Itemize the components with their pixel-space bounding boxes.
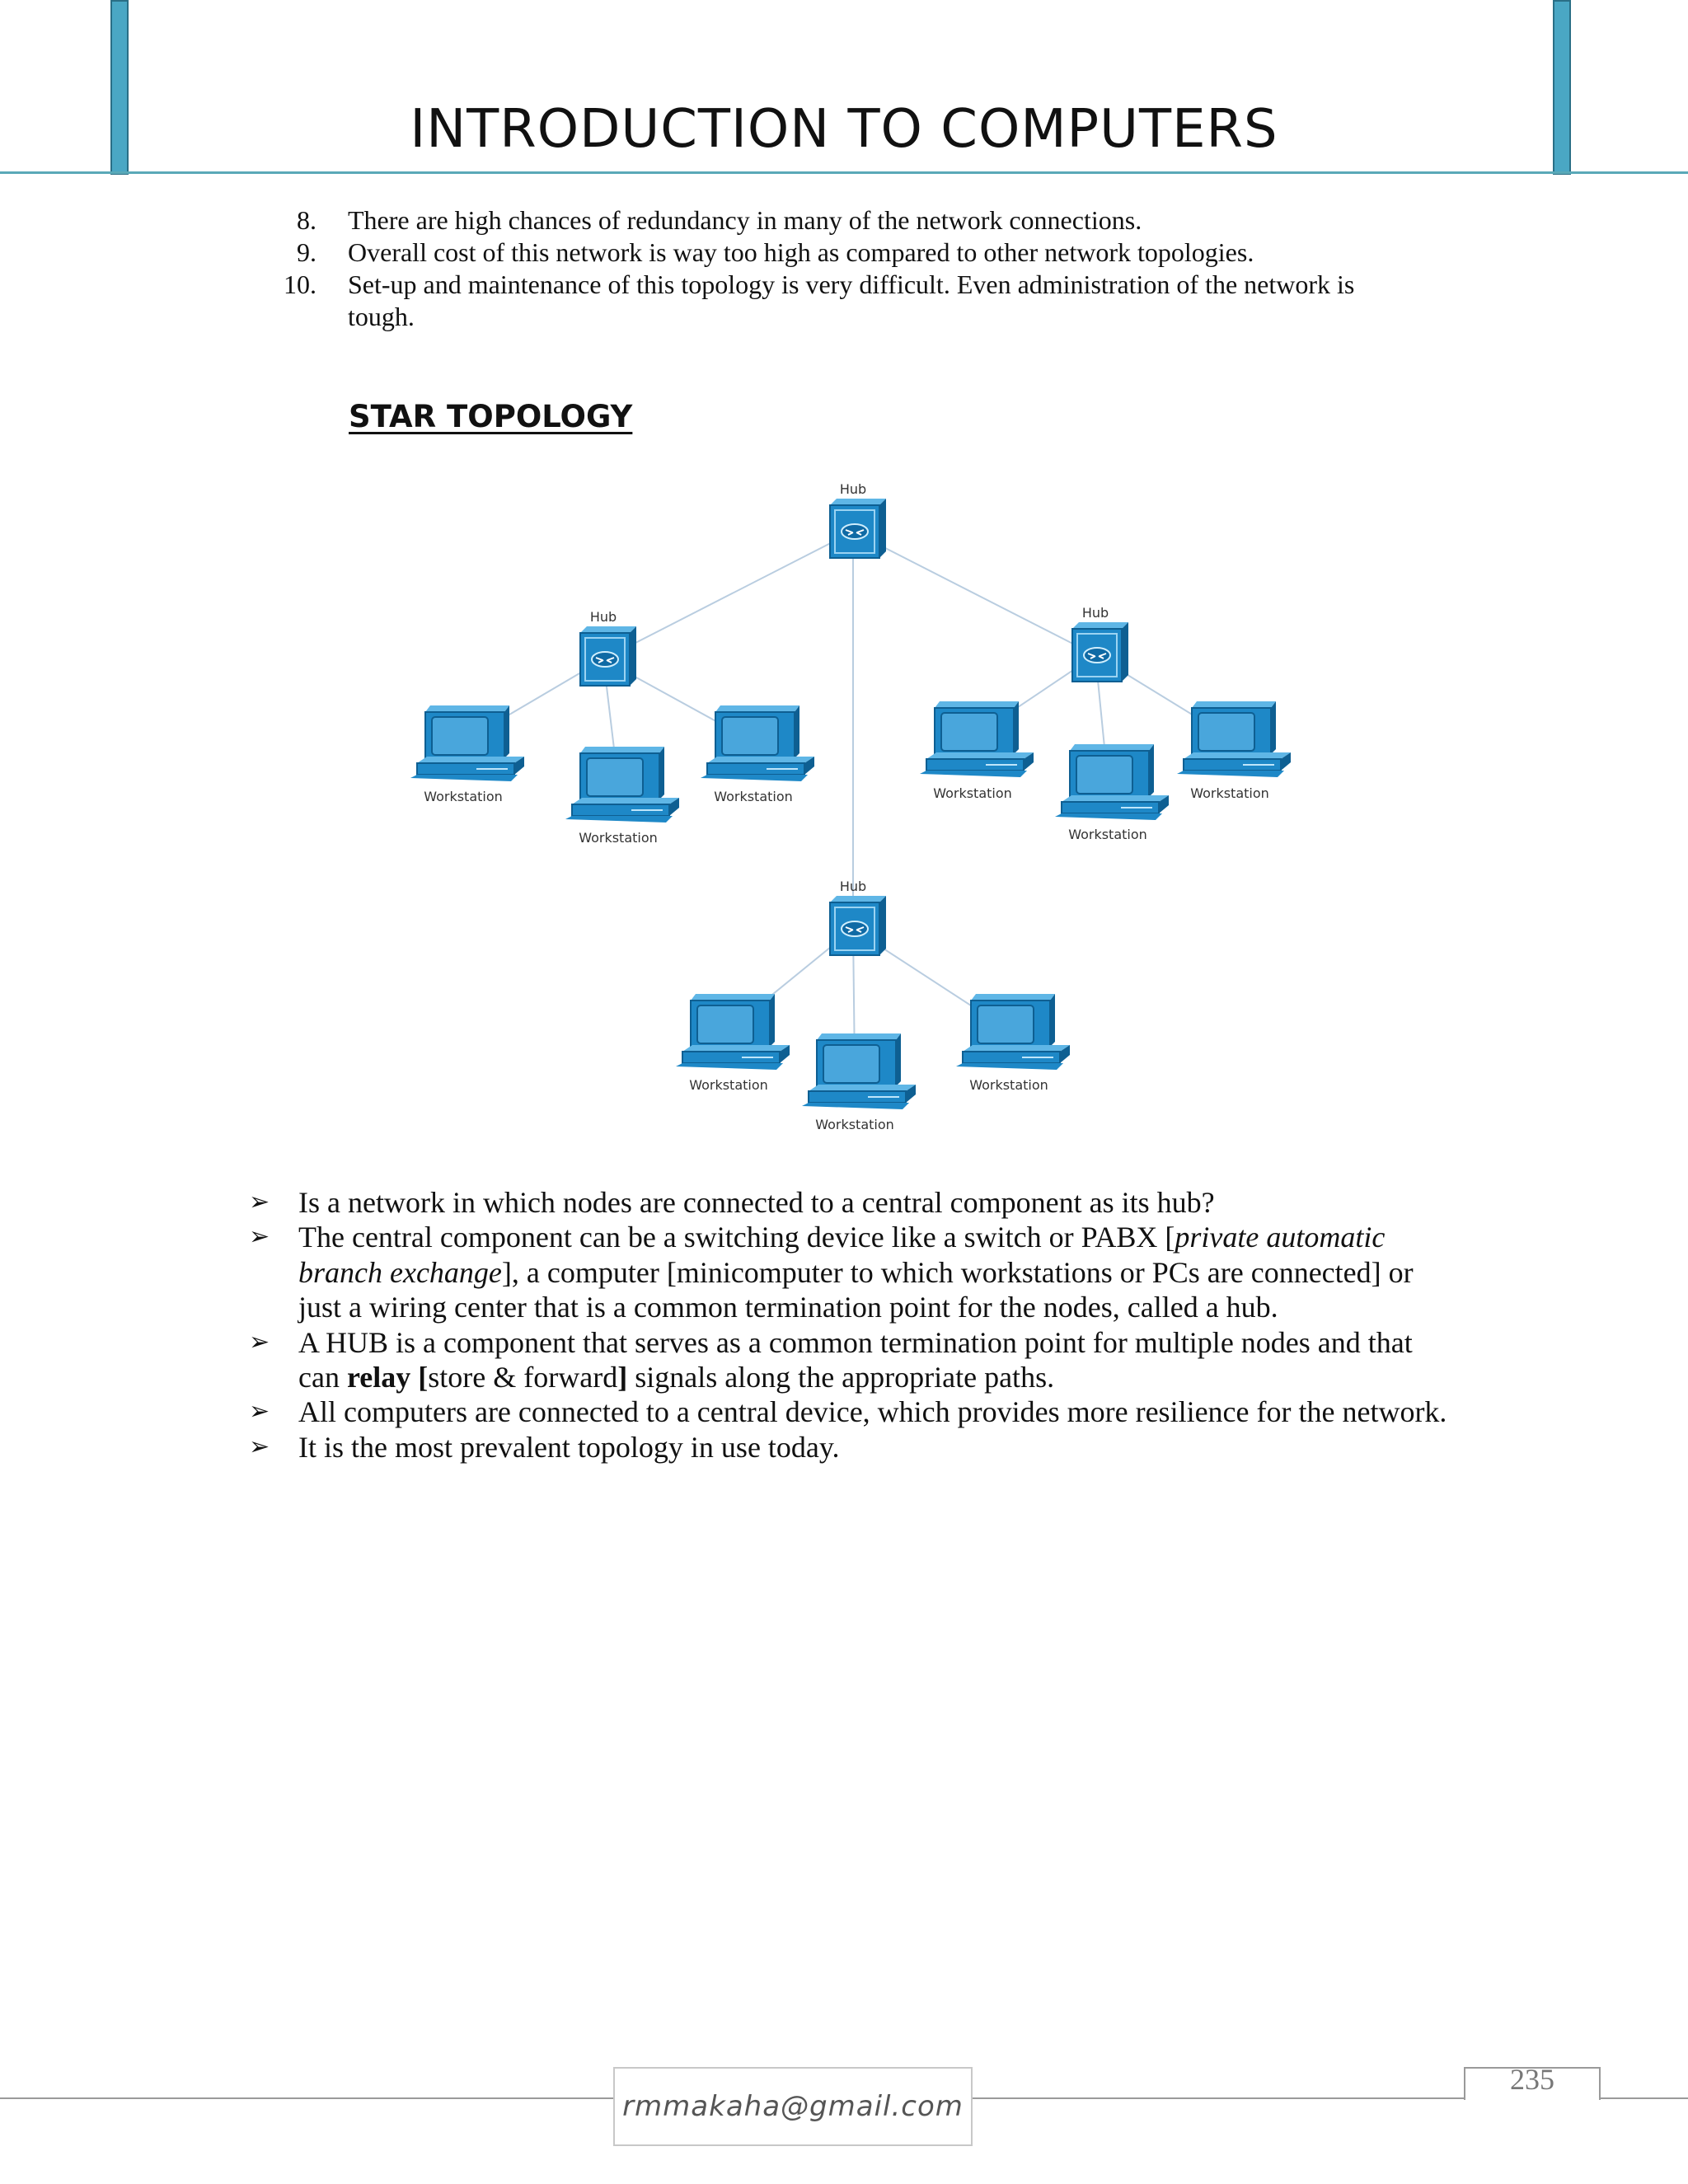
- hub-label: Hub: [589, 609, 617, 625]
- footer-line-right: [1601, 2097, 1688, 2099]
- list-item-text: Set-up and maintenance of this topology is very difficult. Even administration of the network is tough.: [348, 269, 1355, 331]
- page-number: 235: [1510, 2063, 1554, 2096]
- bullet-italic-text: private automatic branch exchange: [298, 1221, 1386, 1289]
- arrow-bullet-icon: ➢: [249, 1222, 270, 1252]
- list-number: 10.: [284, 269, 316, 299]
- arrow-bullet-icon: ➢: [249, 1188, 270, 1216]
- bullet-text: A HUB is a component that serves as a common termination point for multiple nodes and that can: [298, 1325, 1413, 1394]
- numbered-list: [284, 204, 1418, 333]
- footer-email-box: [613, 2067, 973, 2146]
- hub-label: Hub: [839, 481, 867, 497]
- workstation-label: Workstation: [815, 1117, 894, 1132]
- bullet-bold-bracket: [: [418, 1361, 429, 1394]
- bullet-text: ], a computer [minicomputer to which workstations or PCs are connected] or just a wiring center that is a common termination point for the nodes, called a hub.: [298, 1255, 1414, 1324]
- list-item: [284, 269, 1418, 333]
- workstation-label: Workstation: [969, 1077, 1048, 1093]
- arrow-bullet-icon: ➢: [249, 1397, 270, 1427]
- bullet-text: All computers are connected to a central device, which provides more resilience for the network.: [298, 1395, 1447, 1429]
- list-item: [297, 204, 1418, 237]
- bullet-text: The central component can be a switching device like a switch or PABX [: [298, 1221, 1175, 1254]
- bullet-item: [247, 1185, 1451, 1220]
- workstation-label: Workstation: [689, 1077, 768, 1093]
- bullet-item: [247, 1220, 1451, 1324]
- workstation-icon: [410, 705, 524, 781]
- workstation-label: Workstation: [1068, 827, 1147, 842]
- arrow-bullet-icon: ➢: [249, 1327, 270, 1357]
- workstation-icon: [565, 747, 679, 823]
- hub-icon: [830, 499, 886, 558]
- hub-icon: [1072, 622, 1128, 682]
- bullet-item: [247, 1430, 1451, 1465]
- list-item: [297, 237, 1418, 269]
- bullet-text: It is the most prevalent topology in use today.: [298, 1430, 840, 1464]
- workstation-icon: [676, 994, 790, 1070]
- list-number: 8.: [297, 205, 316, 235]
- bullet-text: Is a network in which nodes are connected to a central component as its hub?: [298, 1186, 1215, 1219]
- network-link: [853, 532, 1095, 655]
- arrow-bullet-icon: ➢: [249, 1432, 270, 1461]
- workstation-icon: [1177, 701, 1291, 777]
- workstation-label: Workstation: [579, 830, 658, 846]
- list-number: 9.: [297, 237, 316, 267]
- workstation-label: Workstation: [1190, 785, 1269, 801]
- footer-line-middle: [973, 2097, 1464, 2099]
- bullet-text: store & forward: [428, 1361, 618, 1394]
- workstation-label: Workstation: [424, 789, 503, 804]
- section-heading: STAR TOPOLOGY: [349, 399, 633, 434]
- hub-icon: [580, 626, 636, 686]
- workstation-label: Workstation: [933, 785, 1012, 801]
- workstation-icon: [920, 701, 1034, 777]
- workstation-icon: [956, 994, 1070, 1070]
- workstation-label: Workstation: [714, 789, 793, 804]
- list-item-text: Overall cost of this network is way too high as compared to other network topologies.: [348, 237, 1254, 267]
- star-topology-diagram: [354, 470, 1327, 1162]
- bullet-list: [247, 1185, 1451, 1465]
- diagram-nodes: [410, 481, 1291, 1132]
- bullet-bold-bracket: ]: [617, 1361, 628, 1394]
- bullet-bold-text: relay: [346, 1361, 411, 1394]
- hub-label: Hub: [839, 879, 867, 894]
- bullet-item: [247, 1325, 1451, 1395]
- footer-email: rmmakaha@gmail.com: [622, 2090, 964, 2123]
- workstation-icon: [1055, 744, 1169, 820]
- hub-icon: [830, 896, 886, 955]
- bullet-space: [410, 1361, 418, 1394]
- list-item-text: There are high chances of redundancy in many of the network connections.: [348, 205, 1142, 235]
- bullet-item: [247, 1394, 1451, 1429]
- page-header-title: INTRODUCTION TO COMPUTERS: [410, 99, 1278, 160]
- workstation-icon: [701, 705, 814, 781]
- bullet-text: signals along the appropriate paths.: [627, 1361, 1055, 1394]
- footer-line-left: [0, 2097, 613, 2099]
- hub-label: Hub: [1081, 605, 1109, 621]
- workstation-icon: [802, 1033, 916, 1109]
- header-rule: [0, 171, 1688, 174]
- network-link: [603, 532, 853, 659]
